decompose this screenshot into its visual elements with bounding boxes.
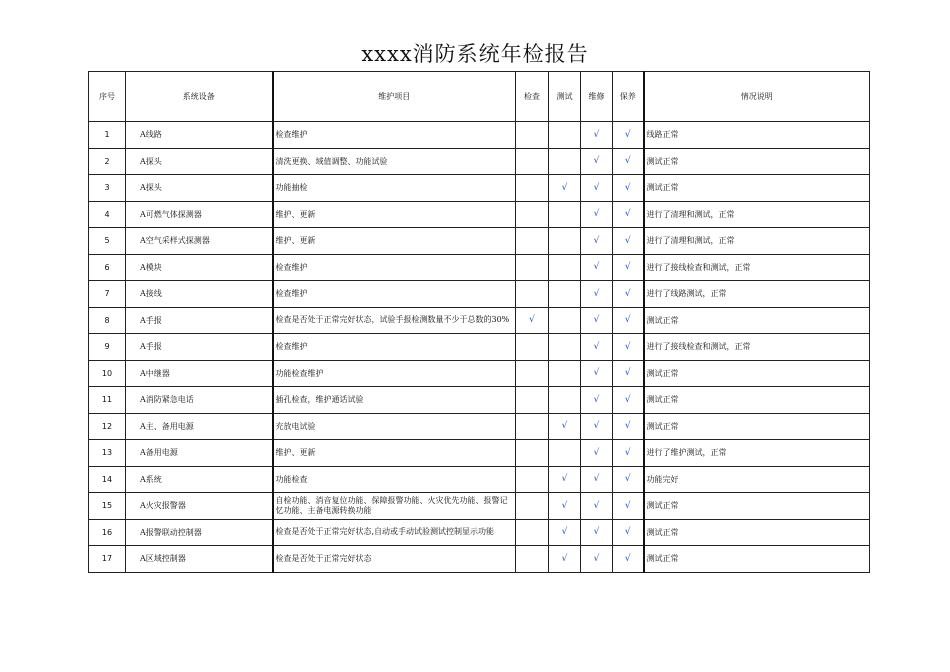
cell-maintain: √ (613, 307, 644, 334)
cell-num: 12 (89, 413, 126, 440)
cell-item: 维护、更新 (273, 201, 516, 228)
table-row (89, 175, 870, 202)
report-table (88, 71, 870, 573)
table-row (89, 307, 870, 334)
cell-test (549, 254, 581, 281)
cell-maintain: √ (613, 122, 644, 149)
cell-note: 进行了清理和测试，正常 (644, 228, 870, 255)
cell-device: A火灾报警器 (126, 493, 273, 520)
cell-test (549, 281, 581, 308)
cell-maintain: √ (613, 228, 644, 255)
cell-maintain: √ (613, 466, 644, 493)
cell-note: 进行了接线检查和测试，正常 (644, 254, 870, 281)
cell-note: 测试正常 (644, 175, 870, 202)
cell-note: 测试正常 (644, 360, 870, 387)
cell-device: A接线 (126, 281, 273, 308)
cell-device: A模块 (126, 254, 273, 281)
cell-note: 测试正常 (644, 493, 870, 520)
cell-maintain: √ (613, 201, 644, 228)
cell-num: 2 (89, 148, 126, 175)
cell-num: 13 (89, 440, 126, 467)
header-maintain: 保养 (613, 72, 644, 122)
table-row (89, 413, 870, 440)
cell-device: A区域控制器 (126, 546, 273, 573)
report-title: xxxx消防系统年检报告 (361, 42, 589, 66)
cell-test: √ (549, 493, 581, 520)
cell-test: √ (549, 175, 581, 202)
table-row (89, 201, 870, 228)
cell-test: √ (549, 546, 581, 573)
table-row (89, 519, 870, 546)
table-row (89, 334, 870, 361)
table-row (89, 254, 870, 281)
cell-note: 进行了线路测试，正常 (644, 281, 870, 308)
cell-maintain: √ (613, 493, 644, 520)
cell-maintain: √ (613, 254, 644, 281)
cell-device: A系统 (126, 466, 273, 493)
cell-check (516, 413, 549, 440)
cell-test (549, 201, 581, 228)
cell-maintain: √ (613, 413, 644, 440)
cell-device: A探头 (126, 148, 273, 175)
cell-check (516, 440, 549, 467)
cell-num: 3 (89, 175, 126, 202)
cell-note: 测试正常 (644, 148, 870, 175)
cell-item: 功能检查维护 (273, 360, 516, 387)
header-note: 情况说明 (644, 72, 870, 122)
cell-repair: √ (581, 254, 613, 281)
cell-num: 15 (89, 493, 126, 520)
cell-device: A备用电源 (126, 440, 273, 467)
cell-device: A消防紧急电话 (126, 387, 273, 414)
cell-repair: √ (581, 201, 613, 228)
cell-item: 检查维护 (273, 254, 516, 281)
cell-maintain: √ (613, 148, 644, 175)
cell-note: 测试正常 (644, 546, 870, 573)
cell-repair: √ (581, 228, 613, 255)
cell-item: 检查是否处于正常完好状态，试验手报检测数量不少于总数的30% (273, 307, 516, 334)
cell-maintain: √ (613, 281, 644, 308)
cell-num: 6 (89, 254, 126, 281)
cell-test (549, 440, 581, 467)
cell-device: A手报 (126, 334, 273, 361)
cell-repair: √ (581, 440, 613, 467)
cell-test (549, 360, 581, 387)
cell-device: A探头 (126, 175, 273, 202)
cell-item: 检查是否处于正常完好状态 (273, 546, 516, 573)
cell-item: 充放电试验 (273, 413, 516, 440)
cell-maintain: √ (613, 519, 644, 546)
cell-repair: √ (581, 307, 613, 334)
header-num: 序号 (89, 72, 126, 122)
cell-repair: √ (581, 493, 613, 520)
cell-item: 功能检查 (273, 466, 516, 493)
cell-note: 功能完好 (644, 466, 870, 493)
table-row (89, 228, 870, 255)
cell-check (516, 493, 549, 520)
table-row (89, 360, 870, 387)
cell-check (516, 387, 549, 414)
cell-item: 插孔检查，维护通话试验 (273, 387, 516, 414)
cell-note: 测试正常 (644, 519, 870, 546)
cell-note: 进行了接线检查和测试，正常 (644, 334, 870, 361)
cell-note: 进行了清理和测试，正常 (644, 201, 870, 228)
table-row (89, 122, 870, 149)
cell-check (516, 546, 549, 573)
table-row (89, 387, 870, 414)
cell-num: 14 (89, 466, 126, 493)
cell-check (516, 201, 549, 228)
cell-maintain: √ (613, 334, 644, 361)
cell-num: 7 (89, 281, 126, 308)
cell-repair: √ (581, 387, 613, 414)
table-row (89, 493, 870, 520)
header-row (89, 72, 870, 122)
cell-repair: √ (581, 122, 613, 149)
cell-test (549, 387, 581, 414)
cell-num: 4 (89, 201, 126, 228)
cell-num: 5 (89, 228, 126, 255)
cell-test: √ (549, 519, 581, 546)
table-row (89, 546, 870, 573)
cell-item: 检查是否处于正常完好状态,自动或手动试验测试控制显示功能 (273, 519, 516, 546)
cell-item: 检查维护 (273, 334, 516, 361)
cell-check (516, 360, 549, 387)
cell-check (516, 519, 549, 546)
cell-maintain: √ (613, 175, 644, 202)
cell-repair: √ (581, 519, 613, 546)
cell-repair: √ (581, 148, 613, 175)
cell-maintain: √ (613, 546, 644, 573)
table-row (89, 281, 870, 308)
cell-repair: √ (581, 413, 613, 440)
header-check: 检查 (516, 72, 549, 122)
cell-num: 9 (89, 334, 126, 361)
cell-maintain: √ (613, 387, 644, 414)
cell-device: A报警联动控制器 (126, 519, 273, 546)
header-test: 测试 (549, 72, 581, 122)
cell-maintain: √ (613, 360, 644, 387)
cell-item: 功能抽检 (273, 175, 516, 202)
cell-device: A线路 (126, 122, 273, 149)
cell-item: 检查维护 (273, 281, 516, 308)
cell-device: A主、备用电源 (126, 413, 273, 440)
cell-test (549, 122, 581, 149)
cell-device: A可燃气体探测器 (126, 201, 273, 228)
cell-check (516, 228, 549, 255)
cell-test (549, 334, 581, 361)
cell-check (516, 334, 549, 361)
cell-repair: √ (581, 281, 613, 308)
cell-test: √ (549, 413, 581, 440)
cell-repair: √ (581, 360, 613, 387)
cell-device: A手报 (126, 307, 273, 334)
cell-item: 自检功能、消音复位功能、保障报警功能、火灾优先功能、报警记忆功能、主备电源转换功能 (273, 493, 516, 520)
cell-test (549, 307, 581, 334)
cell-note: 测试正常 (644, 307, 870, 334)
header-item: 维护项目 (273, 72, 516, 122)
cell-item: 维护、更新 (273, 228, 516, 255)
cell-check (516, 281, 549, 308)
cell-note: 线路正常 (644, 122, 870, 149)
cell-num: 1 (89, 122, 126, 149)
cell-item: 维护、更新 (273, 440, 516, 467)
cell-check (516, 148, 549, 175)
cell-repair: √ (581, 334, 613, 361)
cell-device: A中继器 (126, 360, 273, 387)
cell-check (516, 175, 549, 202)
cell-item: 清洗更换、域值调整、功能试验 (273, 148, 516, 175)
cell-repair: √ (581, 466, 613, 493)
cell-num: 11 (89, 387, 126, 414)
cell-maintain: √ (613, 440, 644, 467)
cell-num: 10 (89, 360, 126, 387)
cell-test (549, 228, 581, 255)
header-repair: 维修 (581, 72, 613, 122)
cell-note: 测试正常 (644, 387, 870, 414)
cell-device: A空气采样式探测器 (126, 228, 273, 255)
cell-repair: √ (581, 175, 613, 202)
header-device: 系统设备 (126, 72, 273, 122)
cell-test (549, 148, 581, 175)
cell-test: √ (549, 466, 581, 493)
cell-num: 17 (89, 546, 126, 573)
cell-check: √ (516, 307, 549, 334)
cell-repair: √ (581, 546, 613, 573)
cell-check (516, 254, 549, 281)
cell-item: 检查维护 (273, 122, 516, 149)
cell-check (516, 122, 549, 149)
table-row (89, 466, 870, 493)
table-row (89, 148, 870, 175)
cell-check (516, 466, 549, 493)
table-row (89, 440, 870, 467)
cell-num: 16 (89, 519, 126, 546)
cell-num: 8 (89, 307, 126, 334)
cell-note: 进行了维护测试，正常 (644, 440, 870, 467)
cell-note: 测试正常 (644, 413, 870, 440)
